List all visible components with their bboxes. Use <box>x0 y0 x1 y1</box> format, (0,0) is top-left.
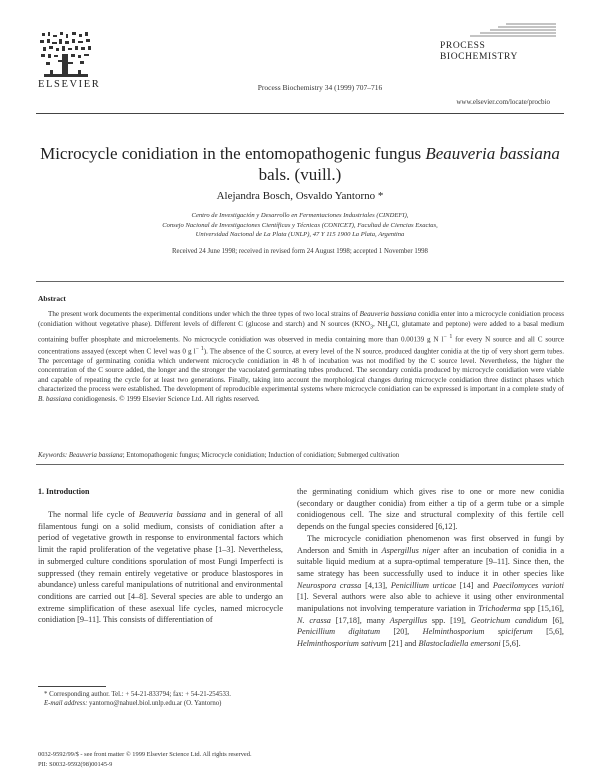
header-divider <box>36 113 564 114</box>
abstract-heading: Abstract <box>38 294 66 303</box>
journal-logo[interactable] <box>440 22 558 62</box>
publisher-name: ELSEVIER <box>38 79 101 90</box>
article-authors: Alejandra Bosch, Osvaldo Yantorno * <box>216 190 384 202</box>
paragraph: the germinating conidium which gives rise to one or more new conidia (secondary or daugther conidia) from either a tip of a germ tube or a simple conidiogenous cell. The size and structural complexity of this fertile cell depends on the fungal species considered [6,12]. <box>297 487 564 532</box>
paragraph: The microcycle conidiation phenomenon was first observed in fungi by Anderson and Smith in Aspergillus niger after an incubation of conidia in a suitable liquid medium at a supra-optimal temperature [9–11]. Since then, the same strategy has been successfully used to induce it in other species like Neurospora crassa [4,13], Penicillium urticae [14] and Paecilomyces varioti [1]. Several authors were also able to achieve it using other environmental manipulations not involving temperature variation in Trichoderma spp [15,16], N. crassa [17,18], many Aspergillus spp. [19], Geotrichum candidum [6], Penicillium digitatum [20], Helminthosporium spiciferum [5,6], Helminthosporium sativum [21] and Blastocladiella emersoni [5,6]. <box>297 533 564 649</box>
article-title: Microcycle conidiation in the entomopathogenic fungus Beauveria bassiana bals. (vuill.) <box>40 144 560 184</box>
body-column-right <box>297 486 564 650</box>
keywords: Keywords: Beauveria bassiana; Entomopathogenic fungus; Microcycle conidiation; Induction of conidiation; Submerged cultivation <box>38 452 400 459</box>
section-heading-introduction: 1. Introduction <box>38 487 90 496</box>
journal-logo-title: PROCESS BIOCHEMISTRY <box>440 41 518 62</box>
abstract-body: The present work documents the experimental conditions under which the three types of two local strains of Beauveria bassiana conidia enter into a microcycle conidiation process (conidiation without vegetative phase). Different levels of different C (glucose and starch) and N sources ($KNO_3$, $NH_4Cl$, glutamate and peptone) were added to a basal medium containing buffer phosphate and microelements. No microcycle conidiation was observed in media containing more than 0.00139 g N $l^{- 1}$ for every N source and all C source concentrations assayed (except when C level was 0 g $l^{- 1}$). The absence of the C source, at every level of the N source, produced daughter conidia at the tip of very short germ tubes. The percentage of germinating conidia which underwent microcycle conidiation in 48 h of incubation was not modified by the C source level. Nevertheless, the higher the concentration of the C source added, the longer and the stronger the vacuolated germinating tubes produced. The secondary conidia produced by microcycle conidiation were viable and capable of repeating the cycle for at least two generations. Finally, taking into account the morphological changes during microcycle conidiation three distinct phases which characterized the process were established. The development of reproducible experimental systems where microcycle conidiation can be expressed is important in a complete study of B. bassiana conidiogenesis. © 1999 Elsevier Science Ltd. All rights reserved. <box>38 310 565 403</box>
abstract-divider-bottom <box>36 464 564 465</box>
corresponding-author-footnote: * Corresponding author. Tel.: + 54-21-833794; fax: + 54-21-254533. E-mail address: yantorno@nahuel.biol.unlp.edu.ar (O. Yantorno) <box>44 691 231 707</box>
copyright-footer: 0032-9592/99/$ - see front matter © 1999 Elsevier Science Ltd. All rights reserved. PII: S0032-9592(98)00145-9 <box>38 751 252 768</box>
journal-reference: Process Biochemistry 34 (1999) 707–716 <box>257 83 383 92</box>
journal-url-link[interactable]: www.elsevier.com/locate/procbio <box>456 98 550 106</box>
journal-logo-pattern <box>440 22 558 38</box>
abstract-divider-top <box>36 281 564 282</box>
elsevier-tree-logo <box>38 30 94 80</box>
footnote-divider <box>38 686 106 687</box>
author-affiliation: Centro de Investigación y Desarrollo en Fermentaciones Industriales (CINDEFI), Consejo Nacional de Investigaciones Científicas y Técnicas (CONICET), Facultad de Ciencias Exactas, Universidad Nacional de La Plata (UNLP), 47 Y 115 1900 La Plata, Argentina <box>162 212 438 239</box>
article-dates: Received 24 June 1998; received in revised form 24 August 1998; accepted 1 November 1998 <box>172 248 428 255</box>
author-email-link[interactable]: yantorno@nahuel.biol.unlp.edu.ar (O. Yantorno) <box>87 700 222 707</box>
body-column-left: The normal life cycle of Beauveria bassiana and in general of all filamentous fungi on a solid medium, consists of conidiation after a period of vegetative growth in response to environmental factors which limit the rapid proliferation of the vegetative phase [1–3]. Nevertheless, in submerged culture conditions sporulation of most Fungi Imperfecti is suppressed (they remain entirely vegetative or produce blastospores in abundance) unless careful manipulations of nutritional and environmental conditions are carried out [4–8]. Several species are able to undergo an extreme simplification of these asexual life cycles, named microcycle conidiation [9–11]. This consists of differentiation of <box>38 510 283 625</box>
